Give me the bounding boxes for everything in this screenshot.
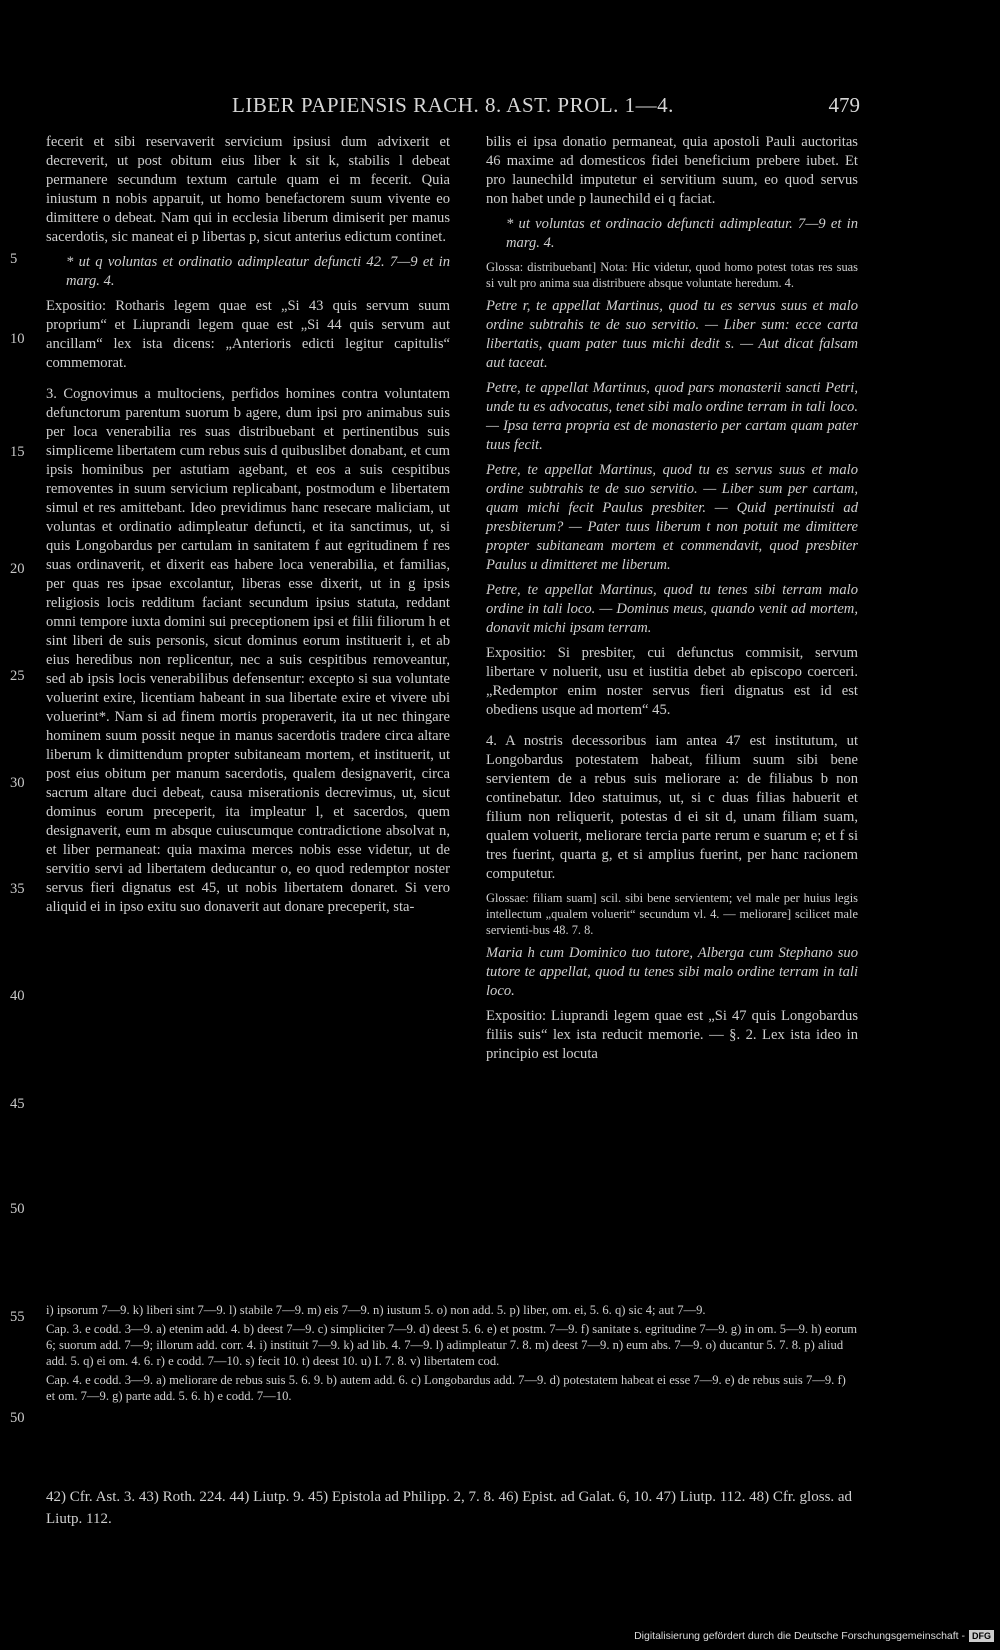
paragraph: bilis ei ipsa donatio permaneat, quia apostoli Pauli auctoritas 46 maxime ad domesticos fidei beneficium prebere iubet. Et pro launechild imputetur ei servitium suum, eo quod servus non habet unde p launechild ei q faciat. xyxy=(486,134,858,207)
line-number: 25 xyxy=(10,668,25,684)
formula: Petre, te appellat Martinus, quod pars monasterii sancti Petri, unde tu es advocatus, tenet sibi malo ordine terram in tali loco. — Ipsa terra propria est de monasterio per cartam quam pater tuus fecit. xyxy=(486,380,858,453)
expositio: Expositio: Rotharis legem quae est „Si 43 quis servum suum proprium“ et Liuprandi legem quae est „Si 44 quis servum aut ancillam“ lex ista dicens: „Anterioris edicti legitur capitulis“ commemorat. xyxy=(46,298,450,371)
chapter-4: 4. A nostris decessoribus iam antea 47 est institutum, ut Longobardus potestatem habeat, filium suum sibi bene servientem de a rebus suis meliorare a: de filiabus b non continebatur. Ideo statuimus, ut, si c duas filias habuerit et filium non reliquerit, potestas d ei sit d, unam filiam suam, qualem voluerit, meliorare tercia parte rerum e suarum e; et f si tres fuerint, quarta g, et si amplius fuerint, per hanc racionem computetur. xyxy=(486,733,858,882)
formula: Petre r, te appellat Martinus, quod tu es servus suus et malo ordine subtrahis te de suo servitio. — Liber sum: ecce carta libertatis, quam pater tuus michi dedit s. — Aut dicat falsam aut taceat. xyxy=(486,298,858,371)
expositio: Expositio: Si presbiter, cui defunctus commisit, servum libertare v noluerit, usu et iustitia debet ab episcopo coerceri. „Redemptor enim noster servus fieri dignatus est id est obediens usque ad mortem“ 45. xyxy=(486,645,858,718)
paragraph: fecerit et sibi reservaverit servicium ipsiusi dum advixerit et decreverit, ut post obitum eius liber k sit k, stabilis l debeat permanere secundum textum cartule quam ei m fecerit. Quia iniustum n nobis apparuit, ut homo benefactorem suum vivente eo dimittere o debeat. Nam qui in ecclesia liberum dimiserit per manus sacerdotis, sic maneat ei p libertas p, sicut anterius edictum continet. xyxy=(46,134,450,245)
running-header: LIBER PAPIENSIS RACH. 8. AST. PROL. 1—4. xyxy=(232,93,674,117)
page-number: 479 xyxy=(828,93,860,117)
references xyxy=(46,1486,858,1530)
credit-text: Digitalisierung gefördert durch die Deutsche Forschungsgemeinschaft - xyxy=(634,1630,965,1642)
line-number: 40 xyxy=(10,988,25,1004)
footnote: Cap. 4. e codd. 3—9. a) meliorare de rebus suis 5. 6. 9. b) autem add. 6. c) Longobardus add. 7—9. d) potestatem habeat ei esse 7—9. e) de rebus suis 7—9. f) et om. 7—9. g) parte add. 5. 6. h) e codd. 7—10. xyxy=(46,1373,846,1403)
line-number: 35 xyxy=(10,881,25,897)
formula: Petre, te appellat Martinus, quod tu tenes sibi terram malo ordine in tali loco. — Dominus meus, quando venit ad mortem, donavit michi ipsam terram. xyxy=(486,582,858,636)
footnotes xyxy=(46,1302,858,1407)
marginal-note: * ut voluntas et ordinacio defuncti adimpleatur. 7—9 et in marg. 4. xyxy=(506,216,858,251)
line-number: 10 xyxy=(10,331,25,347)
line-number: 50 xyxy=(10,1201,25,1217)
line-number: 30 xyxy=(10,775,25,791)
digitization-credit xyxy=(634,1630,994,1642)
line-number: 55 xyxy=(10,1309,25,1325)
footnote: i) ipsorum 7—9. k) liberi sint 7—9. l) stabile 7—9. m) eis 7—9. n) iustum 5. o) non add. 5. p) liber, om. ei, 5. 6. q) sic 4; aut 7—9. xyxy=(46,1303,706,1317)
reference-line: 42) Cfr. Ast. 3. 43) Roth. 224. 44) Liutp. 9. 45) Epistola ad Philipp. 2, 7. 8. 46) Epist. ad Galat. 6, 10. 47) Liutp. 112. 48) Cfr. gloss. ad Liutp. 112. xyxy=(46,1489,853,1527)
formula: Maria h cum Dominico tuo tutore, Alberga cum Stephano suo tutore te appellat, quod tu tenes sibi malo ordine terram in tali loco. xyxy=(486,945,858,999)
line-number: 5 xyxy=(10,251,18,267)
marginal-note: * ut q voluntas et ordinatio adimpleatur defuncti 42. 7—9 et in marg. 4. xyxy=(66,254,450,289)
line-number: 45 xyxy=(10,1096,25,1112)
line-number: 50 xyxy=(10,1410,25,1426)
line-number: 15 xyxy=(10,444,25,460)
gloss: Glossa: distribuebant] Nota: Hic videtur, quod homo potest totas res suas si vult pro anima sua distribuere absque voluntate heredum. 4. xyxy=(486,260,858,290)
line-number: 20 xyxy=(10,561,25,577)
left-column xyxy=(46,133,450,923)
right-column xyxy=(486,133,858,1070)
dfg-logo: DFG xyxy=(969,1630,994,1642)
footnote: Cap. 3. e codd. 3—9. a) etenim add. 4. b) deest 7—9. c) simpliciter 7—9. d) deest 5. 6. e) et postm. 7—9. f) sanitate s. egritudine 7—9. g) in om. 5—9. h) eorum 6; suorum add. 7—9; illorum add. corr. 4. i) instituit 7—9. k) ad lib. 4. 7—9. l) adimpleatur 7. 8. m) deest 7—9. n) eum abs. 7—9. o) ducantur 5. 7. 8. p) aliud add. 5. q) ei om. 4. 6. r) e codd. 7—10. s) fecit 10. t) deest 10. u) I. 7. 8. v) libertatem cod. xyxy=(46,1322,858,1368)
chapter-3: 3. Cognovimus a multociens, perfidos homines contra voluntatem defunctorum parentum suorum b agere, dum ipsi pro animabus suis per loca venerabilia res suas distribuebant et pertinentibus suis simpliceme libertatem cum rebus suis d quibuslibet donabant, et cum ipsis hominibus per astutiam agebant, et eos a suis cespitibus removentes in suum servicium replicabant, postmodum e libertatem simul et res amittebant. Ideo previdimus hanc resecare maliciam, ut voluntas et ordinatio adimpleatur defuncti, et ita sanctimus, ut, si quis Longobardus per cartulam in sanitatem f aut egritudinem f res suas ordinaverit, et dixerit eas habere loca venerabilia, et familias, per quas res ipsae excolantur, liberas esse dixerit, ut in g ipsis religiosis locis redditum faciant secundum ipsius statuta, reddant omni tempore iuxta domini sui preceptionem ipsi et filii filiorum h et sint liberi de suis personis, sicut dominus eorum instituerit i, et ab eius heredibus non replicentur, nec a suis cespitibus removeantur, sed ab ipsis locis venerabilibus defensentur: excepto si sua voluntate voluerint exire, licentiam habeant in sua libertate exire et vivere ubi voluerint*. Nam si ad finem mortis properaverit, ita ut nec thingare hominem suum possit neque in manus sacerdotis tradere circa altare liberum k dimittendum propter subitaneam mortem, et instituerit, ut post eius obitum per manum sacerdotis, qualem designaverit, circa sacrum altare duci debeat, causa miserationis decrevimus, ut, sicut dominus eorum preceperit, ita impleatur l, et sacerdos, quem designaverit, eum m absque cuiuscumque contradictione absolvat n, et liber permaneat: quia maxima merces nobis esse videtur, ut de servitio servi ad libertatem deducantur o, eo quod redemptor noster servus fieri dignatus est 45, ut nobis libertatem donaret. Si vero aliquid ei in ipso exitu suo donaverit aut donare preceperit, sta- xyxy=(46,386,450,915)
formula: Petre, te appellat Martinus, quod tu es servus suus et malo ordine subtrahis te de suo servitio. — Liber sum per cartam, quam michi fecit Paulus presbiter. — Quid pertinuisti ad presbiterum? — Pater tuus liberum t non potuit me dimittere propter subitaneam mortem et commendavit, quod presbiter Paulus u dimitteret me liberum. xyxy=(486,462,858,573)
expositio: Expositio: Liuprandi legem quae est „Si 47 quis Longobardus filiis suis“ lex ista reducit memorie. — §. 2. Lex ista ideo in principio est locuta xyxy=(486,1008,858,1062)
gloss: Glossae: filiam suam] scil. sibi bene servientem; vel male per huius legis intellectum „qualem voluerit“ secundum vl. 4. — meliorare] scilicet male servienti-bus 48. 7. 8. xyxy=(486,891,858,937)
